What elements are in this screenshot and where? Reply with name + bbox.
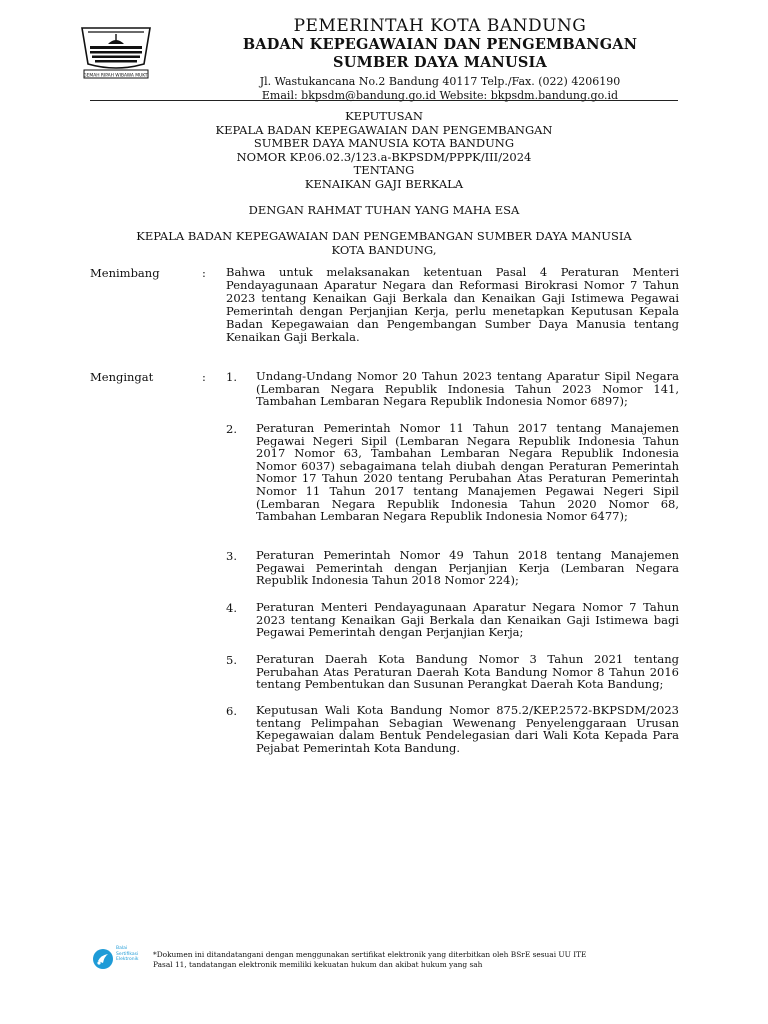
agency-name-line1: BADAN KEPEGAWAIAN DAN PENGEMBANGAN — [242, 36, 638, 53]
title-line: SUMBER DAYA MANUSIA KOTA BANDUNG — [253, 136, 515, 150]
list-item: Keputusan Wali Kota Bandung Nomor 875.2/KEP.2572-BKPSDM/2023 tentang Pelimpahan Sebagian Wewenang Penyelenggaraan Urusan Kepegawaian dalam Bentuk Pendelegasian dari Wali Kota Kepada Para Pejabat Pemerintah Kota Bandung. — [256, 703, 679, 755]
bsre-label: Balai Sertifikasi Elektronik — [116, 946, 139, 962]
list-item: Peraturan Pemerintah Nomor 11 Tahun 2017 tentang Manajemen Pegawai Negeri Sipil (Lembaran Negara Republik Indonesia Tahun 2017 Nomor 63, Tambahan Lembaran Negara Republik Indonesia Nomor 6037) sebagaimana telah diubah dengan Peraturan Pemerintah Nomor 17 Tahun 2020 tentang Perubahan Atas Peraturan Pemerintah Nomor 11 Tahun 2017 tentang Manajemen Pegawai Negeri Sipil (Lembaran Negara Republik Indonesia Tahun 2020 Nomor 68, Tambahan Lembaran Negara Republik Indonesia Nomor 6477); — [256, 421, 679, 524]
issuer-heading — [90, 230, 678, 257]
issuer-line: KOTA BANDUNG, — [331, 242, 437, 257]
menimbang-text: Bahwa untuk melaksanakan ketentuan Pasal 4 Peraturan Menteri Pendayagunaan Aparatur Negara dan Reformasi Birokrasi Nomor 7 Tahun 2023 tentang Kenaikan Gaji Berkala dan Kenaikan Gaji Istimewa Pegawai Pemerintah dengan Perjanjian Kerja, perlu menetapkan Keputusan Kepala Badan Kepegawaian dan Pengembangan Sumber Daya Manusia tentang Kenaikan Gaji Berkala. — [226, 265, 679, 344]
footnote-line: Pasal 11, tandatangan elektronik memiliki kekuatan hukum dan akibat hukum yang sah — [153, 960, 483, 969]
list-item: Peraturan Menteri Pendayagunaan Aparatur Negara Nomor 7 Tahun 2023 tentang Kenaikan Gaji Berkala dan Kenaikan Gaji Istimewa bagi Pegawai Pemerintah dengan Perjanjian Kerja; — [256, 600, 679, 640]
list-item: Peraturan Pemerintah Nomor 49 Tahun 2018 tentang Manajemen Pegawai Pemerintah dengan Perjanjian Kerja (Lembaran Negara Republik Indonesia Tahun 2018 Nomor 224); — [256, 548, 679, 588]
title-line: KEPALA BADAN KEPEGAWAIAN DAN PENGEMBANGAN — [215, 122, 553, 137]
bsre-logo-icon — [92, 948, 114, 970]
logo-motto: GEMAH RIPAH WIBAWA MUKTI — [83, 73, 149, 79]
title-line: TENTANG — [353, 163, 415, 177]
letterhead — [190, 16, 690, 103]
decree-subject: KENAIKAN GAJI BERKALA — [304, 176, 464, 191]
mengingat-colon: : — [202, 370, 206, 384]
item-number: 6. — [226, 704, 237, 718]
agency-contact: Email: bkpsdm@bandung.go.id Website: bkpsdm.bandung.go.id — [261, 89, 619, 102]
agency-parent: PEMERINTAH KOTA BANDUNG — [293, 16, 587, 36]
menimbang-colon: : — [202, 266, 206, 280]
mengingat-label: Mengingat — [90, 370, 154, 384]
letterhead-divider — [90, 100, 678, 101]
agency-address: Jl. Wastukancana No.2 Bandung 40117 Telp./Fax. (022) 4206190 — [259, 75, 621, 88]
item-number: 5. — [226, 653, 237, 667]
agency-name-line2: SUMBER DAYA MANUSIA — [333, 54, 547, 71]
esignature-footnote — [153, 950, 693, 970]
title-line: KEPUTUSAN — [345, 109, 423, 123]
menimbang-label: Menimbang — [90, 266, 160, 280]
list-item: Peraturan Daerah Kota Bandung Nomor 3 Tahun 2021 tentang Perubahan Atas Peraturan Daerah Kota Bandung Nomor 8 Tahun 2016 tentang Pembentukan dan Susunan Perangkat Daerah Kota Bandung; — [256, 652, 679, 692]
decree-number: NOMOR KP.06.02.3/123.a-BKPSDM/PPPK/III/2024 — [236, 149, 532, 164]
item-number: 3. — [226, 549, 237, 563]
item-number: 4. — [226, 601, 237, 615]
item-number: 1. — [226, 370, 237, 384]
footnote-line: *Dokumen ini ditandatangani dengan menggunakan sertifikat elektronik yang diterbitkan oleh BSrE sesuai UU ITE — [153, 950, 587, 959]
opening-phrase: DENGAN RAHMAT TUHAN YANG MAHA ESA — [248, 203, 520, 217]
list-item: Undang-Undang Nomor 20 Tahun 2023 tentang Aparatur Sipil Negara (Lembaran Negara Republik Indonesia Tahun 2023 Nomor 141, Tambahan Lembaran Negara Republik Indonesia Nomor 6897); — [256, 369, 679, 409]
decree-title — [90, 110, 678, 191]
item-number: 2. — [226, 422, 237, 436]
issuer-line: KEPALA BADAN KEPEGAWAIAN DAN PENGEMBANGAN SUMBER DAYA MANUSIA — [136, 229, 632, 243]
city-emblem-logo — [78, 22, 154, 80]
